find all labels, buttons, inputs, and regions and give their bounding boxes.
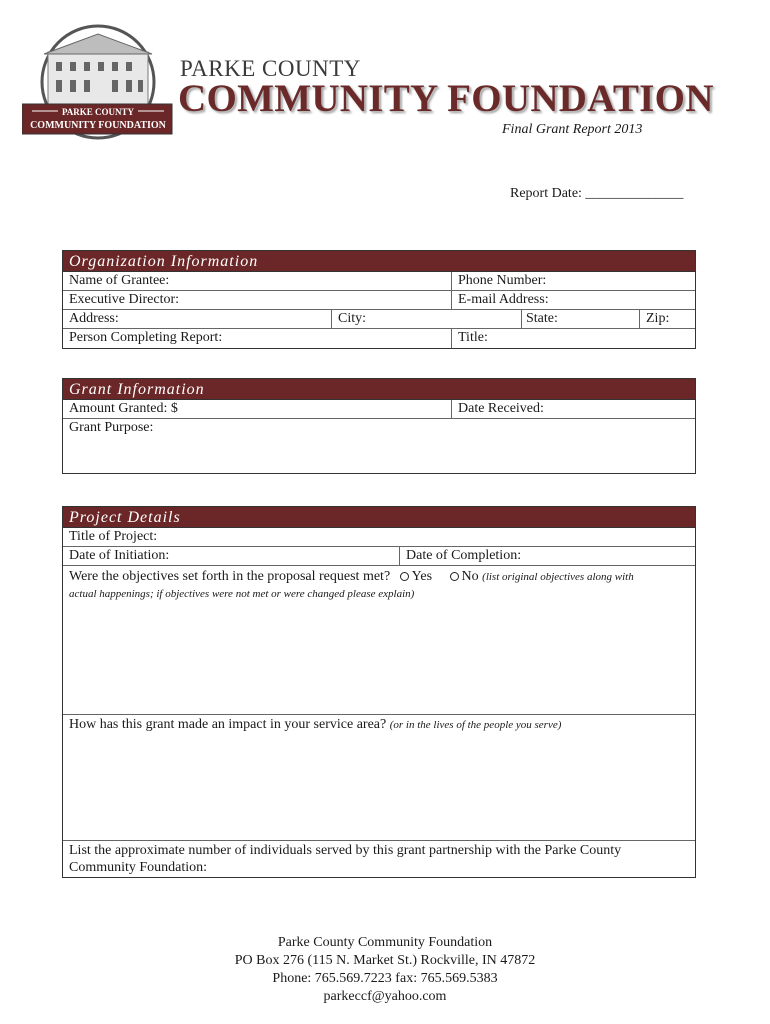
logo-text-top: PARKE COUNTY — [61, 107, 135, 117]
date-received-field[interactable]: Date Received: — [451, 400, 695, 418]
objectives-field[interactable] — [63, 566, 695, 715]
impact-field[interactable] — [63, 715, 695, 841]
amount-granted-field[interactable]: Amount Granted: $ — [69, 401, 178, 416]
city-field[interactable]: City: — [331, 310, 521, 328]
no-radio[interactable] — [450, 572, 459, 581]
impact-question: How has this grant made an impact in your service area? — [69, 717, 387, 732]
state-field[interactable]: State: — [521, 310, 639, 328]
address-field[interactable]: Address: — [69, 311, 119, 326]
footer-address: PO Box 276 (115 N. Market St.) Rockville, IN 47872 — [234, 953, 536, 968]
grant-purpose-field[interactable]: Grant Purpose: — [69, 420, 154, 435]
org-name-line1: PARKE COUNTY — [180, 56, 361, 81]
zip-field[interactable]: Zip: — [639, 310, 695, 328]
footer-email[interactable]: parkeccf@yahoo.com — [323, 989, 447, 1004]
phone-number-field[interactable]: Phone Number: — [451, 272, 695, 290]
date-of-initiation-field[interactable]: Date of Initiation: — [69, 548, 170, 563]
email-address-field[interactable]: E-mail Address: — [451, 291, 695, 309]
title-of-project-field[interactable]: Title of Project: — [69, 529, 158, 544]
footer-phone: Phone: 765.569.7223 fax: 765.569.5383 — [272, 971, 498, 986]
report-date-field[interactable]: Report Date: ______________ — [510, 186, 684, 201]
logo-text-bottom: COMMUNITY FOUNDATION — [30, 120, 166, 131]
impact-note: (or in the lives of the people you serve) — [389, 719, 562, 731]
person-completing-field[interactable]: Person Completing Report: — [69, 330, 223, 345]
executive-director-field[interactable]: Executive Director: — [69, 292, 180, 307]
grant-information-section — [62, 378, 696, 474]
section-header: Grant Information — [63, 379, 695, 400]
yes-radio[interactable] — [400, 572, 409, 581]
individuals-served-line1: List the approximate number of individuals served by this grant partnership with the Parke County — [69, 843, 622, 858]
no-label: No — [461, 569, 479, 584]
individuals-served-field[interactable] — [63, 841, 695, 877]
report-title: Final Grant Report 2013 — [502, 122, 643, 137]
name-of-grantee-field[interactable]: Name of Grantee: — [69, 273, 170, 288]
title-field[interactable]: Title: — [451, 329, 695, 348]
yes-label: Yes — [411, 569, 433, 584]
organization-information-section — [62, 250, 696, 349]
footer-contact — [0, 934, 770, 1006]
objectives-note-a: (list original objectives along with — [482, 571, 634, 583]
section-header: Organization Information — [63, 251, 695, 272]
project-details-section — [62, 506, 696, 878]
org-name-line2: COMMUNITY FOUNDATION — [178, 77, 714, 120]
section-header: Project Details — [63, 507, 695, 528]
foundation-logo — [22, 22, 174, 142]
objectives-question: Were the objectives set forth in the proposal request met? — [69, 569, 391, 584]
individuals-served-line2: Community Foundation: — [69, 860, 208, 875]
date-of-completion-field[interactable]: Date of Completion: — [399, 547, 695, 565]
objectives-note-b: actual happenings; if objectives were not met or were changed please explain) — [69, 588, 415, 600]
footer-org-name: Parke County Community Foundation — [277, 935, 493, 950]
